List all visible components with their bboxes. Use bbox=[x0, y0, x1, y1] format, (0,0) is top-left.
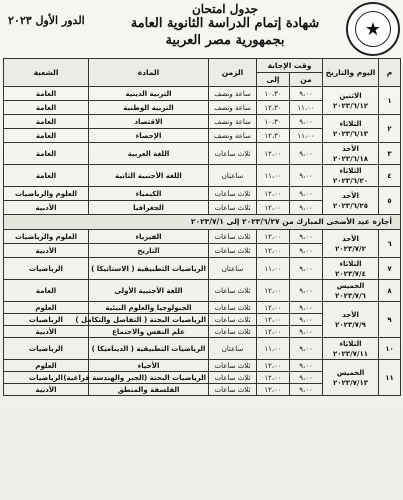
duration: ثلاث ساعات bbox=[209, 302, 257, 314]
exam-date: ٢٠٢٣/٦/٢٥ bbox=[332, 201, 369, 210]
subject: التاريخ bbox=[89, 244, 209, 258]
subject: الفيزياء bbox=[89, 230, 209, 244]
time-from: ٩،٠٠ bbox=[290, 165, 323, 187]
day-name: الثلاثاء bbox=[339, 119, 362, 128]
table-row bbox=[4, 143, 401, 165]
table-row bbox=[4, 338, 401, 360]
time-from: ٩،٠٠ bbox=[290, 384, 323, 396]
branch: العامة bbox=[4, 143, 89, 165]
time-to: ١٢،٣٠ bbox=[257, 101, 290, 115]
day-date-cell bbox=[323, 258, 379, 280]
subject: الجيولوجيا والعلوم البيئية bbox=[89, 302, 209, 314]
duration: ثلاث ساعات bbox=[209, 360, 257, 372]
branch: العلوم والرياضيات bbox=[4, 187, 89, 201]
time-to: ١٢،٠٠ bbox=[257, 201, 290, 215]
duration: ثلاث ساعات bbox=[209, 187, 257, 201]
row-number: ٦ bbox=[379, 230, 401, 258]
day-name: الأحد bbox=[342, 191, 359, 200]
col-num-header: م bbox=[379, 59, 401, 87]
branch: العامة bbox=[4, 87, 89, 101]
table-row bbox=[4, 258, 401, 280]
header-line-1: جدول امتحان bbox=[191, 2, 258, 16]
table-row bbox=[4, 115, 401, 129]
subject: اللغة الأجنبية الثانية bbox=[89, 165, 209, 187]
duration: ساعتان bbox=[209, 338, 257, 360]
exam-date: ٢٠٢٣/٧/٢ bbox=[335, 244, 366, 253]
time-from: ٩،٠٠ bbox=[290, 143, 323, 165]
subject: الاقتصاد bbox=[89, 115, 209, 129]
time-from: ١١،٠٠ bbox=[290, 101, 323, 115]
exam-schedule-table bbox=[3, 58, 401, 396]
subject: الرياضيات البحتة ( التفاضل والتكامل ) bbox=[89, 314, 209, 326]
header-line-3: بجمهورية مصر العربية bbox=[165, 33, 285, 48]
header-line-2: شهادة إتمام الدراسة الثانوية العامة bbox=[130, 16, 320, 31]
day-name: الأحد bbox=[342, 144, 359, 153]
branch: الرياضيات bbox=[4, 338, 89, 360]
subject: الفلسفة والمنطق bbox=[89, 384, 209, 396]
day-date-cell bbox=[323, 360, 379, 396]
branch: الرياضيات bbox=[4, 314, 89, 326]
time-to: ١٢،٠٠ bbox=[257, 302, 290, 314]
duration: ثلاث ساعات bbox=[209, 201, 257, 215]
time-to: ١٠،٣٠ bbox=[257, 87, 290, 101]
day-date-cell bbox=[323, 115, 379, 143]
day-date-cell bbox=[323, 230, 379, 258]
col-subject-header: المادة bbox=[89, 59, 209, 87]
exam-round-label: الدور الأول ٢٠٢٣ bbox=[8, 14, 85, 27]
time-from: ٩،٠٠ bbox=[290, 280, 323, 302]
branch: العلوم والرياضيات bbox=[4, 230, 89, 244]
table-row bbox=[4, 87, 401, 101]
subject: الكيمياء bbox=[89, 187, 209, 201]
row-number: ٥ bbox=[379, 187, 401, 215]
day-name: الثلاثاء bbox=[339, 339, 362, 348]
table-row bbox=[4, 280, 401, 302]
day-date-cell bbox=[323, 280, 379, 302]
col-time-group-header: وقت الإجابة bbox=[257, 59, 323, 73]
row-number: ٢ bbox=[379, 115, 401, 143]
time-from: ٩،٠٠ bbox=[290, 244, 323, 258]
time-to: ١٢،٠٠ bbox=[257, 326, 290, 338]
subject: علم النفس والاجتماع bbox=[89, 326, 209, 338]
table-row bbox=[4, 360, 401, 372]
day-date-cell bbox=[323, 165, 379, 187]
duration: ساعتان bbox=[209, 165, 257, 187]
row-number: ٩ bbox=[379, 302, 401, 338]
exam-date: ٢٠٢٣/٧/١١ bbox=[332, 349, 369, 358]
day-date-cell bbox=[323, 87, 379, 115]
time-from: ٩،٠٠ bbox=[290, 372, 323, 384]
time-from: ٩،٠٠ bbox=[290, 230, 323, 244]
branch: العامة bbox=[4, 115, 89, 129]
exam-date: ٢٠٢٣/٧/١٣ bbox=[332, 378, 369, 387]
time-to: ١٢،٠٠ bbox=[257, 187, 290, 201]
branch: العلوم bbox=[4, 302, 89, 314]
branch: الرياضيات bbox=[4, 258, 89, 280]
table-row bbox=[4, 302, 401, 314]
subject: الأحياء bbox=[89, 360, 209, 372]
row-number: ٤ bbox=[379, 165, 401, 187]
day-date-cell bbox=[323, 302, 379, 338]
day-date-cell bbox=[323, 143, 379, 165]
ministry-seal-icon: ★ bbox=[346, 2, 400, 56]
day-name: الخميس bbox=[336, 368, 365, 377]
subject: اللغة العربية bbox=[89, 143, 209, 165]
subject: الرياضيات البحتة (الجبر والهندسة فراغية) bbox=[89, 372, 209, 384]
exam-date: ٢٠٢٣/٦/١٣ bbox=[332, 129, 369, 138]
subject: الإحصاء bbox=[89, 129, 209, 143]
col-branch-header: الشعبة bbox=[4, 59, 89, 87]
subject: الرياضيات التطبيقية ( الديناميكا ) bbox=[89, 338, 209, 360]
duration: ثلاث ساعات bbox=[209, 372, 257, 384]
exam-date: ٢٠٢٣/٦/٢٠ bbox=[332, 176, 369, 185]
table-header bbox=[4, 59, 401, 87]
col-day-header: اليوم والتاريخ bbox=[323, 59, 379, 87]
exam-date: ٢٠٢٣/٧/٩ bbox=[335, 320, 366, 329]
subject: الرياضيات التطبيقية ( الاستاتيكا ) bbox=[89, 258, 209, 280]
col-from-header: من bbox=[290, 73, 323, 87]
row-number: ٨ bbox=[379, 280, 401, 302]
time-to: ١٢،٠٠ bbox=[257, 280, 290, 302]
duration: ثلاث ساعات bbox=[209, 244, 257, 258]
day-name: الاثنين bbox=[339, 91, 362, 100]
table-row bbox=[4, 230, 401, 244]
duration: ساعتان bbox=[209, 258, 257, 280]
branch: الرياضيات bbox=[4, 372, 89, 384]
duration: ثلاث ساعات bbox=[209, 143, 257, 165]
col-duration-header: الزمن bbox=[209, 59, 257, 87]
day-date-cell bbox=[323, 338, 379, 360]
time-to: ١٢،٠٠ bbox=[257, 143, 290, 165]
holiday-note: أجازة عيد الأضحى المبارك من ٢٠٢٣/٦/٢٧ إلى ٢٠٢٣/٧/١ bbox=[4, 215, 401, 230]
time-from: ٩،٠٠ bbox=[290, 302, 323, 314]
exam-date: ٢٠٢٣/٧/٤ bbox=[335, 269, 366, 278]
subject: الجغرافيا bbox=[89, 201, 209, 215]
branch: العامة bbox=[4, 280, 89, 302]
subject: التربية الوطنية bbox=[89, 101, 209, 115]
day-name: الثلاثاء bbox=[339, 259, 362, 268]
subject: اللغة الأجنبية الأولى bbox=[89, 280, 209, 302]
branch: الأدبية bbox=[4, 326, 89, 338]
subject: التربية الدينية bbox=[89, 87, 209, 101]
duration: ثلاث ساعات bbox=[209, 280, 257, 302]
duration: ساعة ونصف bbox=[209, 87, 257, 101]
branch: الأدبية bbox=[4, 384, 89, 396]
table-row bbox=[4, 187, 401, 201]
time-from: ١١،٠٠ bbox=[290, 129, 323, 143]
time-from: ٩،٠٠ bbox=[290, 360, 323, 372]
time-from: ٩،٠٠ bbox=[290, 338, 323, 360]
duration: ثلاث ساعات bbox=[209, 230, 257, 244]
day-name: الأحد bbox=[342, 310, 359, 319]
duration: ساعة ونصف bbox=[209, 129, 257, 143]
branch: الأدبية bbox=[4, 244, 89, 258]
exam-date: ٢٠٢٣/٦/١٨ bbox=[332, 154, 369, 163]
time-to: ١٠،٣٠ bbox=[257, 115, 290, 129]
duration: ثلاث ساعات bbox=[209, 314, 257, 326]
time-from: ٩،٠٠ bbox=[290, 314, 323, 326]
time-from: ٩،٠٠ bbox=[290, 187, 323, 201]
time-from: ٩،٠٠ bbox=[290, 326, 323, 338]
time-to: ١١،٠٠ bbox=[257, 258, 290, 280]
time-to: ١٢،٠٠ bbox=[257, 230, 290, 244]
time-from: ٩،٠٠ bbox=[290, 201, 323, 215]
col-to-header: إلى bbox=[257, 73, 290, 87]
branch: الأدبية bbox=[4, 201, 89, 215]
day-name: الثلاثاء bbox=[339, 166, 362, 175]
day-date-cell bbox=[323, 187, 379, 215]
duration: ثلاث ساعات bbox=[209, 326, 257, 338]
branch: العامة bbox=[4, 165, 89, 187]
time-to: ١٢،٠٠ bbox=[257, 314, 290, 326]
time-to: ١٢،٠٠ bbox=[257, 384, 290, 396]
day-name: الأحد bbox=[342, 234, 359, 243]
holiday-row bbox=[4, 215, 401, 230]
table-body bbox=[4, 87, 401, 396]
time-to: ١٢،٠٠ bbox=[257, 244, 290, 258]
table-row bbox=[4, 165, 401, 187]
time-to: ١١،٠٠ bbox=[257, 165, 290, 187]
document-header bbox=[0, 0, 403, 58]
exam-date: ٢٠٢٣/٧/٦ bbox=[335, 291, 366, 300]
time-to: ١١،٠٠ bbox=[257, 338, 290, 360]
exam-date: ٢٠٢٣/٦/١٢ bbox=[332, 101, 369, 110]
duration: ساعة ونصف bbox=[209, 101, 257, 115]
time-to: ١٢،٣٠ bbox=[257, 129, 290, 143]
time-from: ٩،٠٠ bbox=[290, 87, 323, 101]
branch: العامة bbox=[4, 129, 89, 143]
time-to: ١٢،٠٠ bbox=[257, 360, 290, 372]
row-number: ١ bbox=[379, 87, 401, 115]
duration: ساعة ونصف bbox=[209, 115, 257, 129]
row-number: ١١ bbox=[379, 360, 401, 396]
time-from: ٩،٠٠ bbox=[290, 115, 323, 129]
time-from: ٩،٠٠ bbox=[290, 258, 323, 280]
row-number: ٧ bbox=[379, 258, 401, 280]
duration: ثلاث ساعات bbox=[209, 384, 257, 396]
row-number: ١٠ bbox=[379, 338, 401, 360]
row-number: ٣ bbox=[379, 143, 401, 165]
day-name: الخميس bbox=[336, 281, 365, 290]
time-to: ١٢،٠٠ bbox=[257, 372, 290, 384]
branch: العامة bbox=[4, 101, 89, 115]
branch: العلوم bbox=[4, 360, 89, 372]
